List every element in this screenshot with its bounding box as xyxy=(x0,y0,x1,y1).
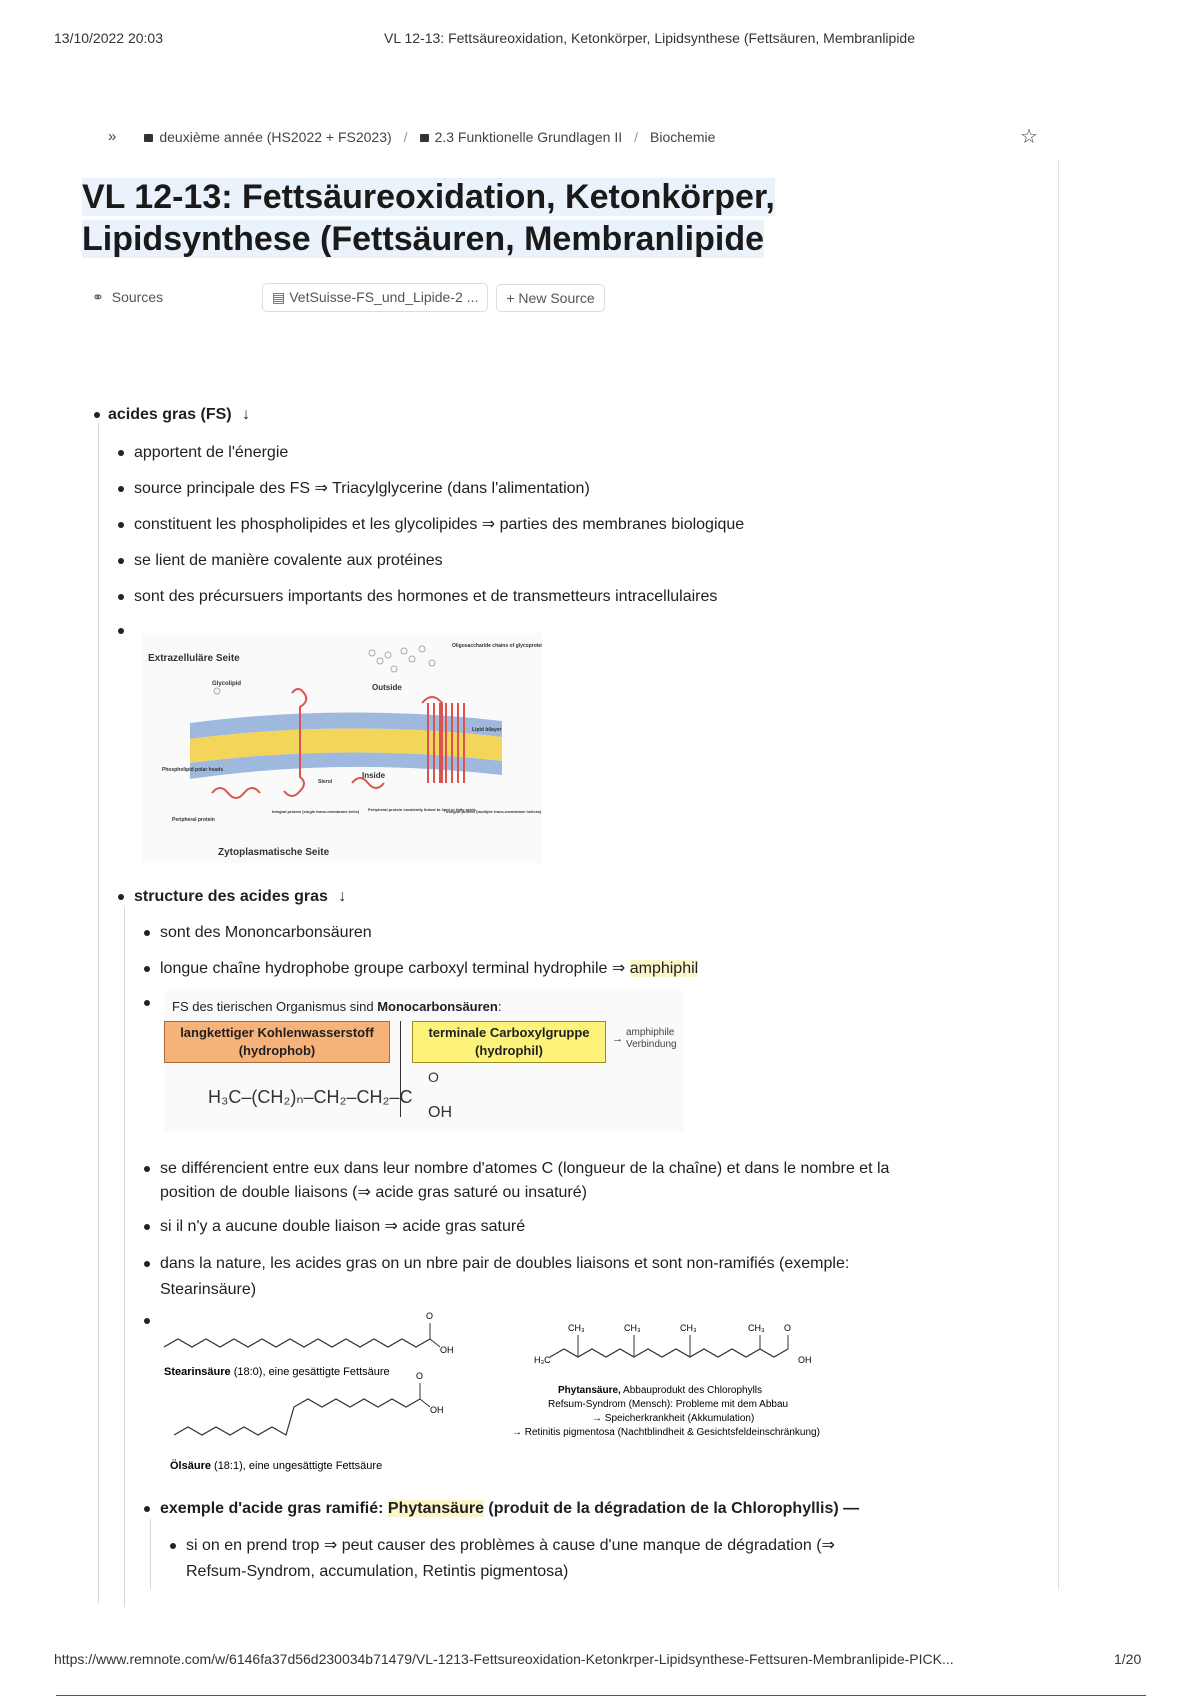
phytanic-oh: OH xyxy=(798,1355,812,1365)
tree-guide-line xyxy=(98,423,99,1603)
label-outside: Outside xyxy=(372,683,402,692)
membrane-diagram xyxy=(142,633,542,863)
tree-guide-line xyxy=(124,907,125,1607)
phytanic-caption-1: Phytansäure, Abbauprodukt des Chlorophylls xyxy=(558,1385,763,1396)
phytanic-ch3-3: CH₃ xyxy=(680,1323,697,1333)
label-phospholipid: Phospholipid polar heads xyxy=(162,767,224,773)
phytanic-chain xyxy=(550,1349,788,1357)
label-inside: Inside xyxy=(362,771,386,780)
expand-sidebar-icon[interactable]: » xyxy=(108,128,117,145)
arrow-down-icon[interactable]: ↓ xyxy=(338,888,347,905)
breadcrumb-item-course[interactable]: 2.3 Funktionelle Grundlagen II xyxy=(420,129,623,145)
formula-oxygen: O xyxy=(428,1069,439,1085)
breadcrumb-separator: / xyxy=(403,128,408,145)
label-sterol: Sterol xyxy=(318,779,333,785)
membrane-figure[interactable] xyxy=(142,633,542,863)
bullet-dot[interactable] xyxy=(118,486,124,492)
label-integral-single: Integral protein (single trans-membrane helix) xyxy=(272,809,360,814)
label-cytoplasmic: Zytoplasmatische Seite xyxy=(218,847,330,858)
oleic-hydroxyl-bond xyxy=(420,1399,430,1407)
bullet-dot[interactable] xyxy=(170,1543,176,1549)
document-icon: ▤ xyxy=(272,289,286,305)
footer-url: https://www.remnote.com/w/6146fa37d56d230034b71479/VL-1213-Fettsureoxidation-Ketonkrper-Lipidsynthese-Fettsuren-Membranlipide-PICK... xyxy=(54,1651,954,1667)
list-item[interactable]: dans la nature, les acides gras on un nbre pair de doubles liaisons et sont non-ramifiés (exemple: Stearinsäure) xyxy=(144,1251,1024,1303)
bullet-dot[interactable] xyxy=(94,412,100,418)
sources-row xyxy=(92,283,613,312)
phytanic-caption-2: Refsum-Syndrom (Mensch): Probleme mit dem Abbau xyxy=(548,1399,789,1410)
new-source-button[interactable]: + New Source xyxy=(496,284,604,312)
stearin-oh: OH xyxy=(440,1345,454,1355)
bullet-dot[interactable] xyxy=(144,1261,150,1267)
stearin-caption: Stearinsäure (18:0), eine gesättigte Fettsäure xyxy=(164,1366,390,1378)
label-glycolipid: Glycolipid xyxy=(212,681,242,687)
bullet-dot[interactable] xyxy=(118,450,124,456)
page-title-line1: VL 12-13: Fettsäureoxidation, Ketonkörper, xyxy=(82,178,775,216)
bullet-dot[interactable] xyxy=(144,1318,150,1324)
list-item[interactable]: source principale des FS ⇒ Triacylglycerine (dans l'alimentation) xyxy=(118,479,590,499)
oleic-caption: Ölsäure (18:1), eine ungesättigte Fettsäure xyxy=(170,1460,383,1472)
label-extracellular: Extrazelluläre Seite xyxy=(148,653,240,664)
stearin-chain xyxy=(164,1339,430,1347)
breadcrumb-item-biochemie[interactable]: Biochemie xyxy=(650,128,716,145)
list-item[interactable]: se lient de manière covalente aux protéines xyxy=(118,551,443,571)
label-peripheral: Peripheral protein xyxy=(172,817,215,823)
bullet-dot[interactable] xyxy=(118,594,124,600)
formula-hydroxyl: OH xyxy=(428,1104,452,1121)
list-item[interactable]: exemple d'acide gras ramifié: Phytansäure (produit de la dégradation de la Chlorophyllis) — xyxy=(144,1499,859,1519)
footer-page-number: 1/20 xyxy=(1114,1651,1142,1667)
folder-icon xyxy=(144,134,153,142)
bottom-rule xyxy=(56,1695,1146,1696)
list-item[interactable]: sont des Mononcarbonsäuren xyxy=(144,923,372,943)
hydrophobic-box: langkettiger Kohlenwasserstoff (hydrophob) xyxy=(164,1021,390,1063)
tree-guide-line xyxy=(150,1519,151,1589)
phytanic-o: O xyxy=(784,1323,792,1333)
list-item[interactable]: longue chaîne hydrophobe groupe carboxyl terminal hydrophile ⇒ amphiphil xyxy=(144,959,698,979)
oleic-oh: OH xyxy=(430,1405,444,1415)
panel-divider xyxy=(1058,160,1059,1590)
main-bullet[interactable]: acides gras (FS) ↓ xyxy=(92,405,250,425)
bullet-dot[interactable] xyxy=(118,522,124,528)
list-item[interactable]: si on en prend trop ⇒ peut causer des problèmes à cause d'une manque de dégradation (⇒ Refsum-Syndrom, accumulation, Retintis pigmentosa) xyxy=(170,1533,990,1585)
breadcrumb-item-year[interactable]: deuxième année (HS2022 + FS2023) xyxy=(144,129,391,145)
formula-caption: FS des tierischen Organismus sind Monocarbonsäuren: xyxy=(172,999,502,1014)
stearin-o: O xyxy=(426,1311,434,1321)
chemical-formula: H₃C–(CH₂)ₙ–CH₂–CH₂–C xyxy=(208,1087,413,1107)
bullet-dot[interactable] xyxy=(144,1000,150,1006)
list-item[interactable]: se différencient entre eux dans leur nombre d'atomes C (longueur de la chaîne) et dans le nombre et la position de double liaisons (⇒ acide gras saturé ou insaturé) xyxy=(144,1157,1024,1205)
link-icon: ⚭ xyxy=(92,289,104,305)
fatty-acid-structures-figure[interactable] xyxy=(164,1307,924,1493)
breadcrumb-separator: / xyxy=(634,128,639,145)
bullet-dot[interactable] xyxy=(118,894,124,900)
hydrophilic-box: terminale Carboxylgruppe (hydrophil) xyxy=(412,1021,606,1063)
structure-heading[interactable]: structure des acides gras ↓ xyxy=(118,887,346,907)
breadcrumb xyxy=(108,128,715,145)
glycan-chains xyxy=(214,646,435,694)
phytanic-ch3-1: CH₃ xyxy=(568,1323,585,1333)
page-title-line2: Lipidsynthese (Fettsäuren, Membranlipide xyxy=(82,220,765,258)
label-integral-multiple: Integral protein (multiple trans-membrane helices) xyxy=(446,809,542,814)
label-oligosaccharide: Oligosaccharide chains of glycoprotein xyxy=(452,643,542,649)
list-item[interactable]: constituent les phospholipides et les glycolipides ⇒ parties des membranes biologique xyxy=(118,515,744,535)
print-title: VL 12-13: Fettsäureoxidation, Ketonkörper, Lipidsynthese (Fettsäuren, Membranlipide xyxy=(384,30,916,46)
list-item[interactable]: apportent de l'énergie xyxy=(118,443,288,463)
arrow-down-icon[interactable]: ↓ xyxy=(242,406,251,423)
bullet-dot[interactable] xyxy=(144,1224,150,1230)
sources-label: ⚭ Sources xyxy=(92,289,164,305)
phytanic-h3c: H₃C xyxy=(534,1355,551,1365)
page-title[interactable] xyxy=(82,176,802,260)
phytanic-ch3-4: CH₃ xyxy=(748,1323,765,1333)
oleic-chain xyxy=(174,1399,420,1435)
label-lipid-bilayer: Lipid bilayer xyxy=(472,727,502,733)
arrow-right-icon: → xyxy=(612,1033,623,1045)
bullet-dot[interactable] xyxy=(144,966,150,972)
fatty-acid-structures xyxy=(164,1307,924,1493)
fatty-acid-formula-figure[interactable] xyxy=(164,991,684,1131)
highlight-phytansaure: Phytansäure xyxy=(387,1500,484,1517)
bullet-dot[interactable] xyxy=(144,1166,150,1172)
bullet-dot[interactable] xyxy=(144,1506,150,1512)
highlight-amphiphil: amphiphil xyxy=(629,960,699,977)
oleic-o: O xyxy=(416,1371,424,1381)
list-item[interactable]: si il n'y a aucune double liaison ⇒ acide gras saturé xyxy=(144,1217,525,1237)
star-icon[interactable]: ☆ xyxy=(1020,126,1038,148)
folder-icon xyxy=(420,134,429,142)
phytanic-caption-4: → Retinitis pigmentosa (Nachtblindheit & Gesichtsfeldeinschränkung) xyxy=(512,1427,820,1438)
amphiphile-label: amphiphile Verbindung xyxy=(626,1027,677,1050)
phytanic-caption-3: → Speicherkrankheit (Akkumulation) xyxy=(592,1413,755,1424)
print-date: 13/10/2022 20:03 xyxy=(54,30,163,46)
bullet-dot[interactable] xyxy=(118,558,124,564)
stearin-hydroxyl-bond xyxy=(430,1339,440,1347)
list-item[interactable]: sont des précursuers importants des hormones et de transmetteurs intracellulaires xyxy=(118,587,717,607)
label-peripheral-linked: Peripheral protein covalently linked to lipid or fatty acids xyxy=(368,807,476,812)
bullet-dot[interactable] xyxy=(118,628,124,634)
phytanic-ch3-2: CH₃ xyxy=(624,1323,641,1333)
bullet-dot[interactable] xyxy=(144,930,150,936)
source-chip[interactable]: ▤ VetSuisse-FS_und_Lipide-2 ... xyxy=(262,283,488,312)
